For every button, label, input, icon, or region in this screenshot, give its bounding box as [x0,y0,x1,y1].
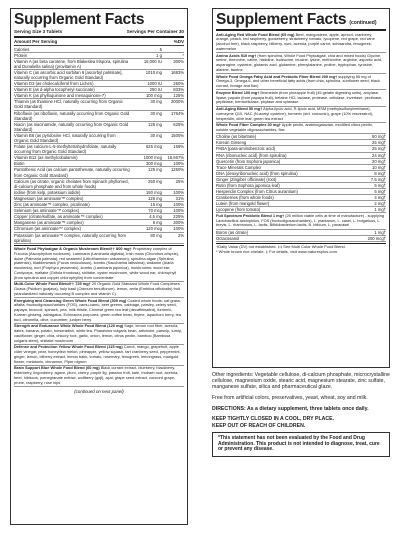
blend-name: Strength and Endurance White Whole Food Blend [14,323,107,329]
nutrient-dv: 100% [173,189,184,195]
nutrient-row [14,111,184,122]
blend-name: Enzyme Blend [216,89,243,95]
nutrient-name: Niacin (as niacinamide, naturally occurring from Organic Gold Standard) [14,121,129,132]
blend-block [216,53,386,74]
ingredient-amount: 10 mg† [372,164,386,170]
nutrient-amount: 30 mg [150,99,162,105]
ingredient-amount: 2 mg† [374,201,386,207]
nutrient-name: Iodine (from kelp, potassium iodide) [14,189,81,195]
ingredient-name: Korean Ginseng [216,140,247,146]
nutrient-dv: 125% [173,93,184,99]
blend-description: Beet, mangosteen, apple, apricot, cranberry, orange, peach, red raspberry, gooseberry, strawberry, tomato, lycopene, red grape, red wine (alcohol free), black raspberry, bilberry, noni, acerola, purple carrot, schisandra, fenugreek, watermelon [216,31,375,51]
blend-block [14,324,184,345]
blend-block [14,282,184,298]
blend-name: Energizing and Cleansing Green Whole Food Blend [14,297,110,303]
nutrient-name: Vitamin A (as beta carotene, from Blakeslea trispora, spirulina and Dunaliella salina) (provitamin A) [14,58,129,69]
nutrient-amount: 15,000 IU [143,58,162,64]
blend-amount: (65 mg) [280,31,295,37]
blend-amount: 100 mg† [243,89,260,95]
blend-description: Black currant extract, blueberry, blackberry, elderberry, lingonberry, agave, plum, cherry, purple fig, passion fruit, kale, rhubarb root, acerola, beet, hibiscus, pomegranate extract, wolfberry (goji), açai, grape seed extract, concord grape, prune, raspberry, rose hips [14,365,179,385]
ingredient-amount: 5 mg† [374,189,386,195]
nutrient-amount: 80 mg [150,232,162,238]
nutrient-amount: 100 mcg [145,93,162,99]
nutrient-dv: 833% [173,87,184,93]
blend-amount: 30 mg† [267,122,281,128]
free-from: Free from artificial colors, preservatives, yeast, wheat, soy and milk. [212,395,368,402]
ingredient-name: Rutin (from Sophora japonica leaf) [216,183,280,188]
ingredient-row [216,236,386,242]
ingredient-name: Trace Minerals Complex [216,164,262,170]
fda-disclaimer: *This statement has not been evaluated by the Food and Drug Administration. This product is not intended to diagnose, treat, cure or prevent any disease. [212,432,390,458]
nutrient-name: Zinc (as aminoate™ complex, picolinate) [14,202,90,208]
nutrient-dv: 1500% [170,132,184,138]
nutrient-dv: 2000% [170,99,184,105]
blend-name: Whole Food Omega Fatty Acid and Prebiotic Fiber Blend [216,73,321,79]
ingredient-amount: 25 mg† [372,140,386,146]
blend-description: supplying 55 mg of Omega-3, Omega-6, and other beneficial fatty acids (from chia, spirulina, sunflower seed, black currant, borage and flax) [216,73,380,88]
supplement-facts-panel-1 [10,8,188,525]
column-header [14,39,184,45]
nutrient-name: Vitamin D3 (as cholecalciferol from Lichen) [14,81,94,87]
blend-name: Amino Acids [216,52,240,58]
blend-name: Anti-Aging Red Whole Food Blend [216,31,280,37]
nutrient-dv: 300% [173,58,184,64]
ingredient-amount: 200 mcg† [367,235,386,241]
ingredient-name: DNA (deoxyribonucleic acid) (from spirulina) [216,170,298,176]
nutrient-row [14,179,184,190]
nutrient-amount: 30 mg [150,110,162,116]
footnotes [216,245,386,255]
ingredient-amount: 1 mg† [374,207,386,213]
nutrient-amount: 1000 mcg [143,155,162,161]
footnote: †Daily Value (DV) not established. ‡‡ See Multi Color Whole Food Blend. [216,243,346,249]
blend-block [216,123,386,135]
other-ingredients: Other ingredients: Vegetable cellulose, di-calcium phosphate, microcrystalline cellulose, magnesium oxide, stearic acid, magnesium stearate, zinc sulfate, manganese sulfate, silica and pharmaceutical glaze. [212,372,390,391]
nutrient-dv: 625% [173,121,184,127]
blend-block [216,90,386,106]
ingredient-name: Lutein (from marigold flower) [216,201,270,207]
nutrient-amount: 1000 IU [147,81,162,87]
nutrient-row [14,133,184,144]
ingredient-name: Quercetin (from Sophora japonica) [216,158,281,164]
nutrient-dv: 16,667% [167,155,184,161]
nutrient-dv: 250% [173,81,184,87]
nutrient-amount: 125 mg [148,167,162,173]
nutrient-amount: 625 mcg [145,144,162,150]
nutrient-name: Protein [14,52,28,58]
probiotic-blend [216,213,386,229]
blend-block [216,74,386,90]
nutrient-name: Vitamin B6 (as pyridoxine HCl, naturally occurring from Organic Gold Standard) [14,132,116,143]
nutrient-name: Manganese (as aminoate™ complex) [14,220,84,226]
ingredient-amount: 4 mg† [374,195,386,201]
probiotic-description: (25 million viable cells at time of manufacture) - supplying Lactobacillus acidophilus, FOS (fructooligosaccharides), L. plantarum, L. casei, L. bulgaricus, L. brevis, L. rhamnosus, L. lactis, Bifidobacterium lactis, B. bifidum, L. paracasei [216,212,385,228]
blend-block [216,32,386,53]
ingredient-list [216,134,386,213]
blend-amount: 725 mg† [75,281,91,287]
nutrient-name: Folate (as calcium-L-5-methyltetrahydrofolate, naturally occurring from Organic Gold Standard) [14,144,117,155]
ingredient-amount: 7.5 mg† [370,176,386,182]
nutrient-name: Vitamin E (as d-alpha tocopheryl succinate) [14,87,95,93]
ingredient-amount: 8 mg† [374,170,386,176]
ingredient-amount: 5 mg† [374,183,386,188]
nutrient-amount: 1010 mg [145,69,162,75]
blend-block [14,298,184,324]
blend-list-continued [216,32,386,134]
ingredient-name: Octacosanol [216,235,240,241]
blend-amount: (300 mg) [110,297,127,303]
nutrient-amount: 250 IU [149,87,162,93]
nutrient-name: Pantothenic Acid (as calcium pantothenate, naturally occurring from Organic Gold Standard) [14,167,130,178]
nutrient-amount: 250 mg [148,178,162,184]
directions: DIRECTIONS: As a dietary supplement, three tablets once daily. [212,406,369,413]
nutrient-amount: 125 mg [148,121,162,127]
probiotic-block [216,213,386,229]
nutrient-dv: 1764% [170,110,184,116]
continued-note: (continued on next panel) [74,388,124,394]
ingredient-name: Choline (as bitartrate) [216,134,257,140]
nutrient-amount: 150 mcg [145,189,162,195]
nutrient-dv: 300% [173,220,184,226]
ingredient-amount: 24 mg† [372,152,386,158]
label-text-area [212,372,390,457]
blend-name: Multi-Color Whole Food Blend†† [14,281,75,287]
nutrient-dv: 100% [173,226,184,232]
nutrient-name: Vitamin K (as phylloquinone and menaquinone-7) [14,93,106,99]
blend-block [216,107,386,123]
nutrient-name: Magnesium (as aminoate™ complex) [14,195,84,201]
nutrient-row [14,122,184,133]
ingredient-name: Ginger (Zingiber officinale) (root) [216,176,277,182]
serving-size: Serving Size 3 Tablets [14,29,63,34]
nutrient-amount: 4.5 mg [149,214,162,220]
blend-description: Sage, lemon root fiber, acerola, dates, banana, potato, horseradish, white tea, Phaseolus vulgaris bean, artichoke, parsnip, turnip, cauliflower, ginger, chia, chicory root, garlic, onion, lemon, citrus pectin, bamboo (Bambusa vulgaris stem), shiitake mushroom [14,323,183,343]
ingredient-name: Lycopene (from tomato) [216,207,261,213]
nutrient-row [14,233,184,244]
blend-description: Carrot, mango, grapefruit, apple cider vinegar, pear, honeydew melon, pineapple, yellow squash, tart cranberry seed, peppermint, ginger, lemon, bilberry extract, lemon balm, tomato, rosemary, fenugreek, lemongrass, marigold flower, melatonin, cinnamon, Piper nigrum [14,344,181,364]
nutrient-dv: 2% [177,232,184,238]
blend-description: (from spirulina, Whole Food Phytoalgae, chia and mixed foods) Glycine, serine, threonine, valine, histidine, isoleucine, leucine, lysine, methionine, arginine, aspartic acid, asparagine, cysteine, glutamic acid, glutamine, phenylalanine, proline, tryptophan, tyrosine, alanine, taurine [216,52,383,72]
blend-description: Coated whole foods: oat grass, alfalfa, fructooligosaccharides (FOS), camu-camu, beet greens, cabbage, parsley, celery seed, papaya, broccoli, spinach, pea, milk thistle, Chinese green tea leaf (decaffeinated), turmeric, Korean ginseng, astragalus, Echinacea purpurea, green coffee bean, thyme, lapachoro berry, tea bud, citronella, olive, cucumber, juniper berry [14,297,182,322]
blend-name: Whole Food Phytoalgae & Organic Mushroom Blend†† [14,246,115,252]
nutrient-name: Potassium (as aminoate™ complex, naturally occurring from spirulina) [14,232,126,243]
blend-list [14,247,184,387]
ingredient-name: Hesperidin Complex (from Citrus aurantium) [216,189,298,195]
nutrient-dv: 225% [173,214,184,220]
nutrient-name: Chromium (as aminoate™ complex) [14,226,82,232]
blend-amount: 50 mg† [248,106,263,111]
nutrient-row [14,144,184,155]
nutrient-row [14,70,184,81]
ingredient-name: RNA (ribonucleic acid) (from spirulina) [216,152,287,158]
blend-description: 20 Organic Gold Standard Whole Food Complexes - Guava (Psidium guajava), holy basil (Ocimum tenuiflorum), lemon, amla (Emblica officinalis) fruit (standardized naturally occurring B complex and vitamin C) [14,281,183,296]
blend-block [14,366,184,387]
nutrient-dv: 100% [173,208,184,214]
nutrient-dv [162,47,184,52]
blend-amount: (120 mg) [107,323,124,329]
blend-name: Whole Food Fiber Complex [216,122,267,128]
nutrient-amount: 125 mg [148,195,162,201]
ingredient-name: Cranberries (from whole foods) [216,195,274,201]
nutrient-name: Riboflavin (as riboflavin, naturally occurring from Organic Gold Standard) [14,110,130,121]
serving-info [14,28,184,35]
blend-name: Brain Support Blue Whole Food Blend [14,365,85,371]
storage-note: KEEP TIGHTLY CLOSED IN A COOL, DRY PLACE. [212,416,335,423]
footnote: * Whole brown rice chelate. ‡ For details, visit www.naturesplus.com. [216,248,339,254]
blend-amount: (60 mg) [85,365,100,371]
ingredient-name: PABA (para-aminobenzoic acid) [216,146,276,152]
nutrient-name: Copper (citrate/sulfate, as aminoate™ complex) [14,214,103,220]
nutrient-list [14,47,184,244]
nutrient-dv: 25% [175,178,184,184]
ingredient-amount: 1 mg† [374,229,386,235]
panel-subtitle: (continued) [349,20,377,26]
nutrient-amount: 70 mcg [148,208,162,214]
nutrient-dv: 1683% [170,69,184,75]
blend-amount: 800 mg† [116,246,132,252]
blend-description: Alpha-lipoic acid, R-lipoic acid, MSM (methylsulfonylmethane), coenzyme Q10, NAC (N-acetyl cysteine), turmeric (std. curcumin), grape (10% resveratrol), hesperidin, olive leaf, green tea extract [216,106,373,121]
nutrient-amount: 15 mg [150,202,162,208]
ingredient-list-tail [216,230,386,242]
nutrient-amount: 300 mcg [145,161,162,167]
nutrient-name: Selenium (as aminoate™ complex) [14,208,80,214]
blend-description: Proprietary complex of Fucoxia (Ascophyllum nodosum), Laminaria (Laminaria digitata), Irish moss (Chondrus crispus), dulse (Palmaria palmata), red seaweed (Lithothamnion calcareum), spirulina algae (Spirulina platensis), bladderwrack (Fucus vesiculosus), kombu (Saccharina latissima), wakame (Alaria esculenta), nori (Porphyra yezoensis), kombu (Laminaria japonica), mushrooms: wood ear, Cordyceps, maitake (Grifola frondosa), shiitake, oyster mushroom, white wood ear, chlorophyll (from spirulina and copper chlorophyllin) from concentrate [14,246,179,280]
ingredient-name: Boron (as citrate) [216,229,249,235]
nutrient-name: Calories [14,46,30,52]
nutrient-name: Biotin [14,161,25,167]
nutrient-name: Calcium (as citrate, organic chelates from Spinach phyllomed, di-calcium phosphate and from whole foods) [14,178,129,189]
blend-amount: (115 mg) [106,344,123,350]
blend-amount: 510 mg† [240,52,257,58]
nutrient-dv: 31% [175,195,184,201]
nutrient-dv: 1250% [170,167,184,173]
panel-title-continued: Supplement Facts [216,11,347,28]
probiotic-amount: 1 mg† [272,212,285,218]
nutrient-name: Vitamin B12 (as methylcobalamin) [14,155,78,161]
blend-name: Anti-Aging Blend [216,106,248,111]
blend-description: Bromelain (from pineapple fruit) (45 gelatin digesting units), amylase, lipase, papain (from papaya fruit), betaine HCl, lactase, protease, cellulase, invertase, pectinase, peptidase, hemicellulase, phytase and xylanase [216,89,383,105]
nutrient-amount: 6 mg [152,220,162,226]
nutrient-dv: 156% [173,144,184,150]
nutrient-dv: * [182,52,184,58]
blend-block [14,345,184,366]
nutrient-amount: 30 mg [150,132,162,138]
blend-description: Apple pectin, arabinogalactan, modified citrus pectin, soluble vegetable oligosaccharides, flax [216,122,373,132]
probiotic-name: Full Spectrum Probiotic Blend [216,212,272,218]
blend-block [14,247,184,282]
nutrient-amount: 5 [159,46,162,52]
nutrient-dv: 100% [173,202,184,208]
ingredient-amount: 20 mg† [372,158,386,164]
children-warning: KEEP OUT OF REACH OF CHILDREN. [212,422,306,429]
blend-amount: 200 mg† [321,73,338,79]
nutrient-row [14,99,184,110]
panel-title: Supplement Facts [14,11,145,28]
nutrient-dv: 100% [173,161,184,167]
nutrient-name: Vitamin C (as ascorbic acid sorbitan 6 [ascorbyl palmitate], naturally occurring from Organic Gold Standard) [14,69,123,80]
nutrient-amount: 120 mcg [145,226,162,232]
servings-per-container: Servings Per Container 30 [126,29,184,34]
nutrient-name: Thiamin (as thiamine HCl, naturally occurring from Organic Gold Standard) [14,99,123,110]
ingredient-amount: 25 mg† [372,146,386,152]
amount-header: Amount Per Serving [14,39,58,44]
ingredient-amount: 50 mg† [372,134,386,140]
nutrient-amount: 1 g [156,52,162,58]
blend-name: Defense and Protection Yellow Whole Food Blend [14,344,106,350]
dv-header: %DV [173,39,184,44]
nutrient-row [14,59,184,70]
nutrient-row [14,167,184,178]
supplement-facts-panel-2 [212,8,390,368]
